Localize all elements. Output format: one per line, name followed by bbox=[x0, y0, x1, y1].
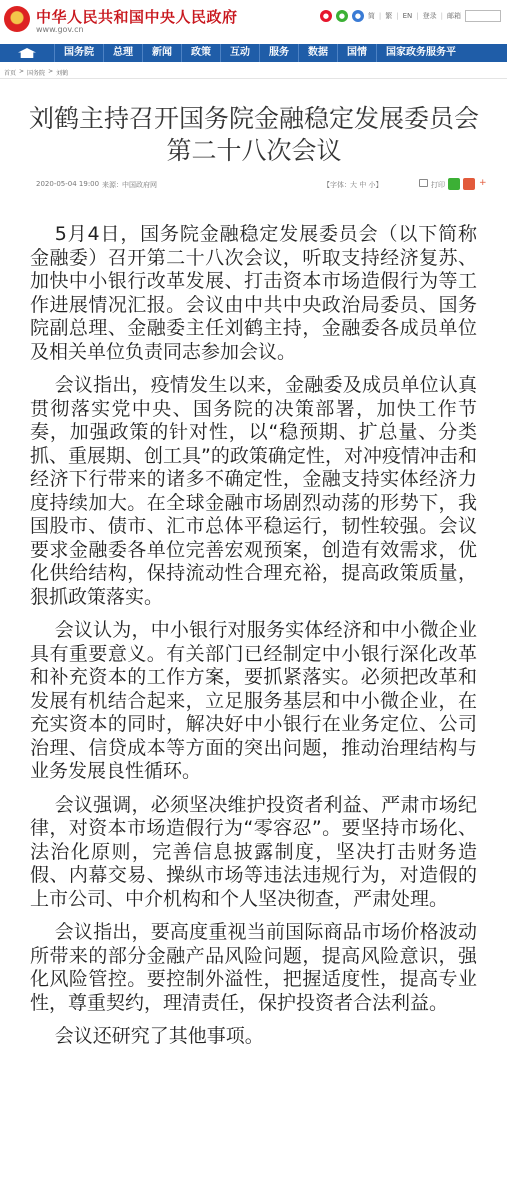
link-english[interactable]: EN bbox=[402, 12, 413, 20]
link-traditional[interactable]: 繁 bbox=[385, 12, 393, 20]
link-mail[interactable]: 邮箱 bbox=[447, 12, 461, 20]
breadcrumb-home[interactable]: 首页 bbox=[4, 70, 17, 77]
wechat-share-icon[interactable] bbox=[448, 178, 460, 190]
article-paragraph: 5月4日，国务院金融稳定发展委员会（以下简称金融委）召开第二十八次会议，听取支持经济复苏、加快中小银行改革发展、打击资本市场造假行为等工作进展情况汇报。会议由中共中央政治局委员、国务院副总理、金融委主任刘鹤主持，金融委各成员单位及相关单位负责同志参加会议。 bbox=[30, 223, 477, 363]
nav-item-policy[interactable]: 政策 bbox=[181, 44, 220, 62]
article-paragraph: 会议认为，中小银行对服务实体经济和中小微企业具有重要意义。有关部门已经制定中小银行深化改革和补充资本的工作方案，要抓紧落实。必须把改革和发展有机结合起来，立足服务基层和中小微企业，在充实资本的同时，解决好中小银行在业务定位、公司治理、信贷成本等方面的突出问题，推动治理结构与业务发展良性循环。 bbox=[30, 619, 477, 782]
home-icon bbox=[18, 48, 36, 58]
article-paragraph: 会议强调，必须坚决维护投资者利益、严肃市场纪律，对资本市场造假行为“零容忍”。要坚持市场化、法治化原则，完善信息披露制度，坚决打击财务造假、内幕交易、操纵市场等违法违规行为，对造假的上市公司、中介机构和个人坚决彻查，严肃处理。 bbox=[30, 793, 477, 910]
source-label: 来源： bbox=[102, 181, 123, 189]
national-emblem-logo[interactable] bbox=[4, 6, 30, 32]
share-more-button[interactable]: + bbox=[479, 178, 487, 188]
site-header bbox=[0, 0, 507, 42]
site-title[interactable]: 中华人民共和国中央人民政府 bbox=[36, 8, 238, 26]
app-icon[interactable]: ● bbox=[352, 10, 364, 22]
nav-home[interactable] bbox=[0, 44, 54, 62]
publish-date: 2020-05-04 19:00 bbox=[36, 180, 100, 188]
site-domain: www.gov.cn bbox=[36, 25, 84, 34]
font-size-options[interactable]: 大 中 小】 bbox=[350, 181, 383, 189]
breadcrumb-state-council[interactable]: 国务院 bbox=[27, 70, 46, 77]
top-links bbox=[320, 10, 501, 22]
nav-item-service-platform[interactable]: 国家政务服务平 bbox=[376, 44, 465, 62]
breadcrumb-separator: > bbox=[48, 68, 54, 75]
link-login[interactable]: 登录 bbox=[422, 12, 437, 20]
article-meta bbox=[36, 178, 487, 192]
divider bbox=[0, 78, 507, 79]
divider: | bbox=[396, 12, 399, 20]
nav-item-data[interactable]: 数据 bbox=[298, 44, 337, 62]
breadcrumb-separator: > bbox=[19, 68, 25, 75]
weibo-share-icon[interactable] bbox=[463, 178, 475, 190]
breadcrumb bbox=[4, 68, 68, 77]
nav-item-premier[interactable]: 总理 bbox=[103, 44, 142, 62]
search-input[interactable] bbox=[465, 10, 501, 22]
wechat-icon[interactable]: ● bbox=[336, 10, 348, 22]
nav-item-state-council[interactable]: 国务院 bbox=[54, 44, 103, 62]
weibo-icon[interactable]: ● bbox=[320, 10, 332, 22]
main-nav bbox=[0, 44, 507, 62]
link-simplified[interactable]: 简 bbox=[367, 12, 375, 20]
print-icon[interactable] bbox=[419, 179, 428, 187]
article-body bbox=[30, 223, 477, 1059]
print-button[interactable]: 打印 bbox=[431, 181, 445, 189]
font-size-label: 【字体： bbox=[323, 181, 351, 189]
article-paragraph: 会议指出，要高度重视当前国际商品市场价格波动所带来的部分金融产品风险问题，提高风险意识，强化风险管控。要控制外溢性，把握适度性，提高专业性，尊重契约，理清责任，保护投资者合法利益。 bbox=[30, 921, 477, 1014]
nav-item-service[interactable]: 服务 bbox=[259, 44, 298, 62]
article-paragraph: 会议指出，疫情发生以来，金融委及成员单位认真贯彻落实党中央、国务院的决策部署，加快工作节奏，加强政策的针对性，以“稳预期、扩总量、分类抓、重展期、创工具”的政策确定性，对冲疫情冲击和经济下行带来的诸多不确定性，金融支持实体经济力度持续加大。在全球金融市场剧烈动荡的形势下，我国股市、债市、汇市总体平稳运行，韧性较强。会议要求金融委各单位完善宏观预案，创造有效需求，优化供给结构，保持流动性合理充裕，提高政策质量，狠抓政策落实。 bbox=[30, 374, 477, 608]
divider: | bbox=[378, 12, 382, 20]
source-name: 中国政府网 bbox=[122, 181, 157, 189]
nav-item-national-conditions[interactable]: 国情 bbox=[337, 44, 376, 62]
article-title: 刘鹤主持召开国务院金融稳定发展委员会第二十八次会议 bbox=[28, 104, 479, 165]
breadcrumb-current: 刘鹤 bbox=[56, 70, 69, 77]
nav-item-news[interactable]: 新闻 bbox=[142, 44, 181, 62]
article-paragraph: 会议还研究了其他事项。 bbox=[54, 1025, 264, 1047]
divider: | bbox=[440, 12, 443, 20]
nav-item-interaction[interactable]: 互动 bbox=[220, 44, 259, 62]
divider: | bbox=[416, 12, 419, 20]
